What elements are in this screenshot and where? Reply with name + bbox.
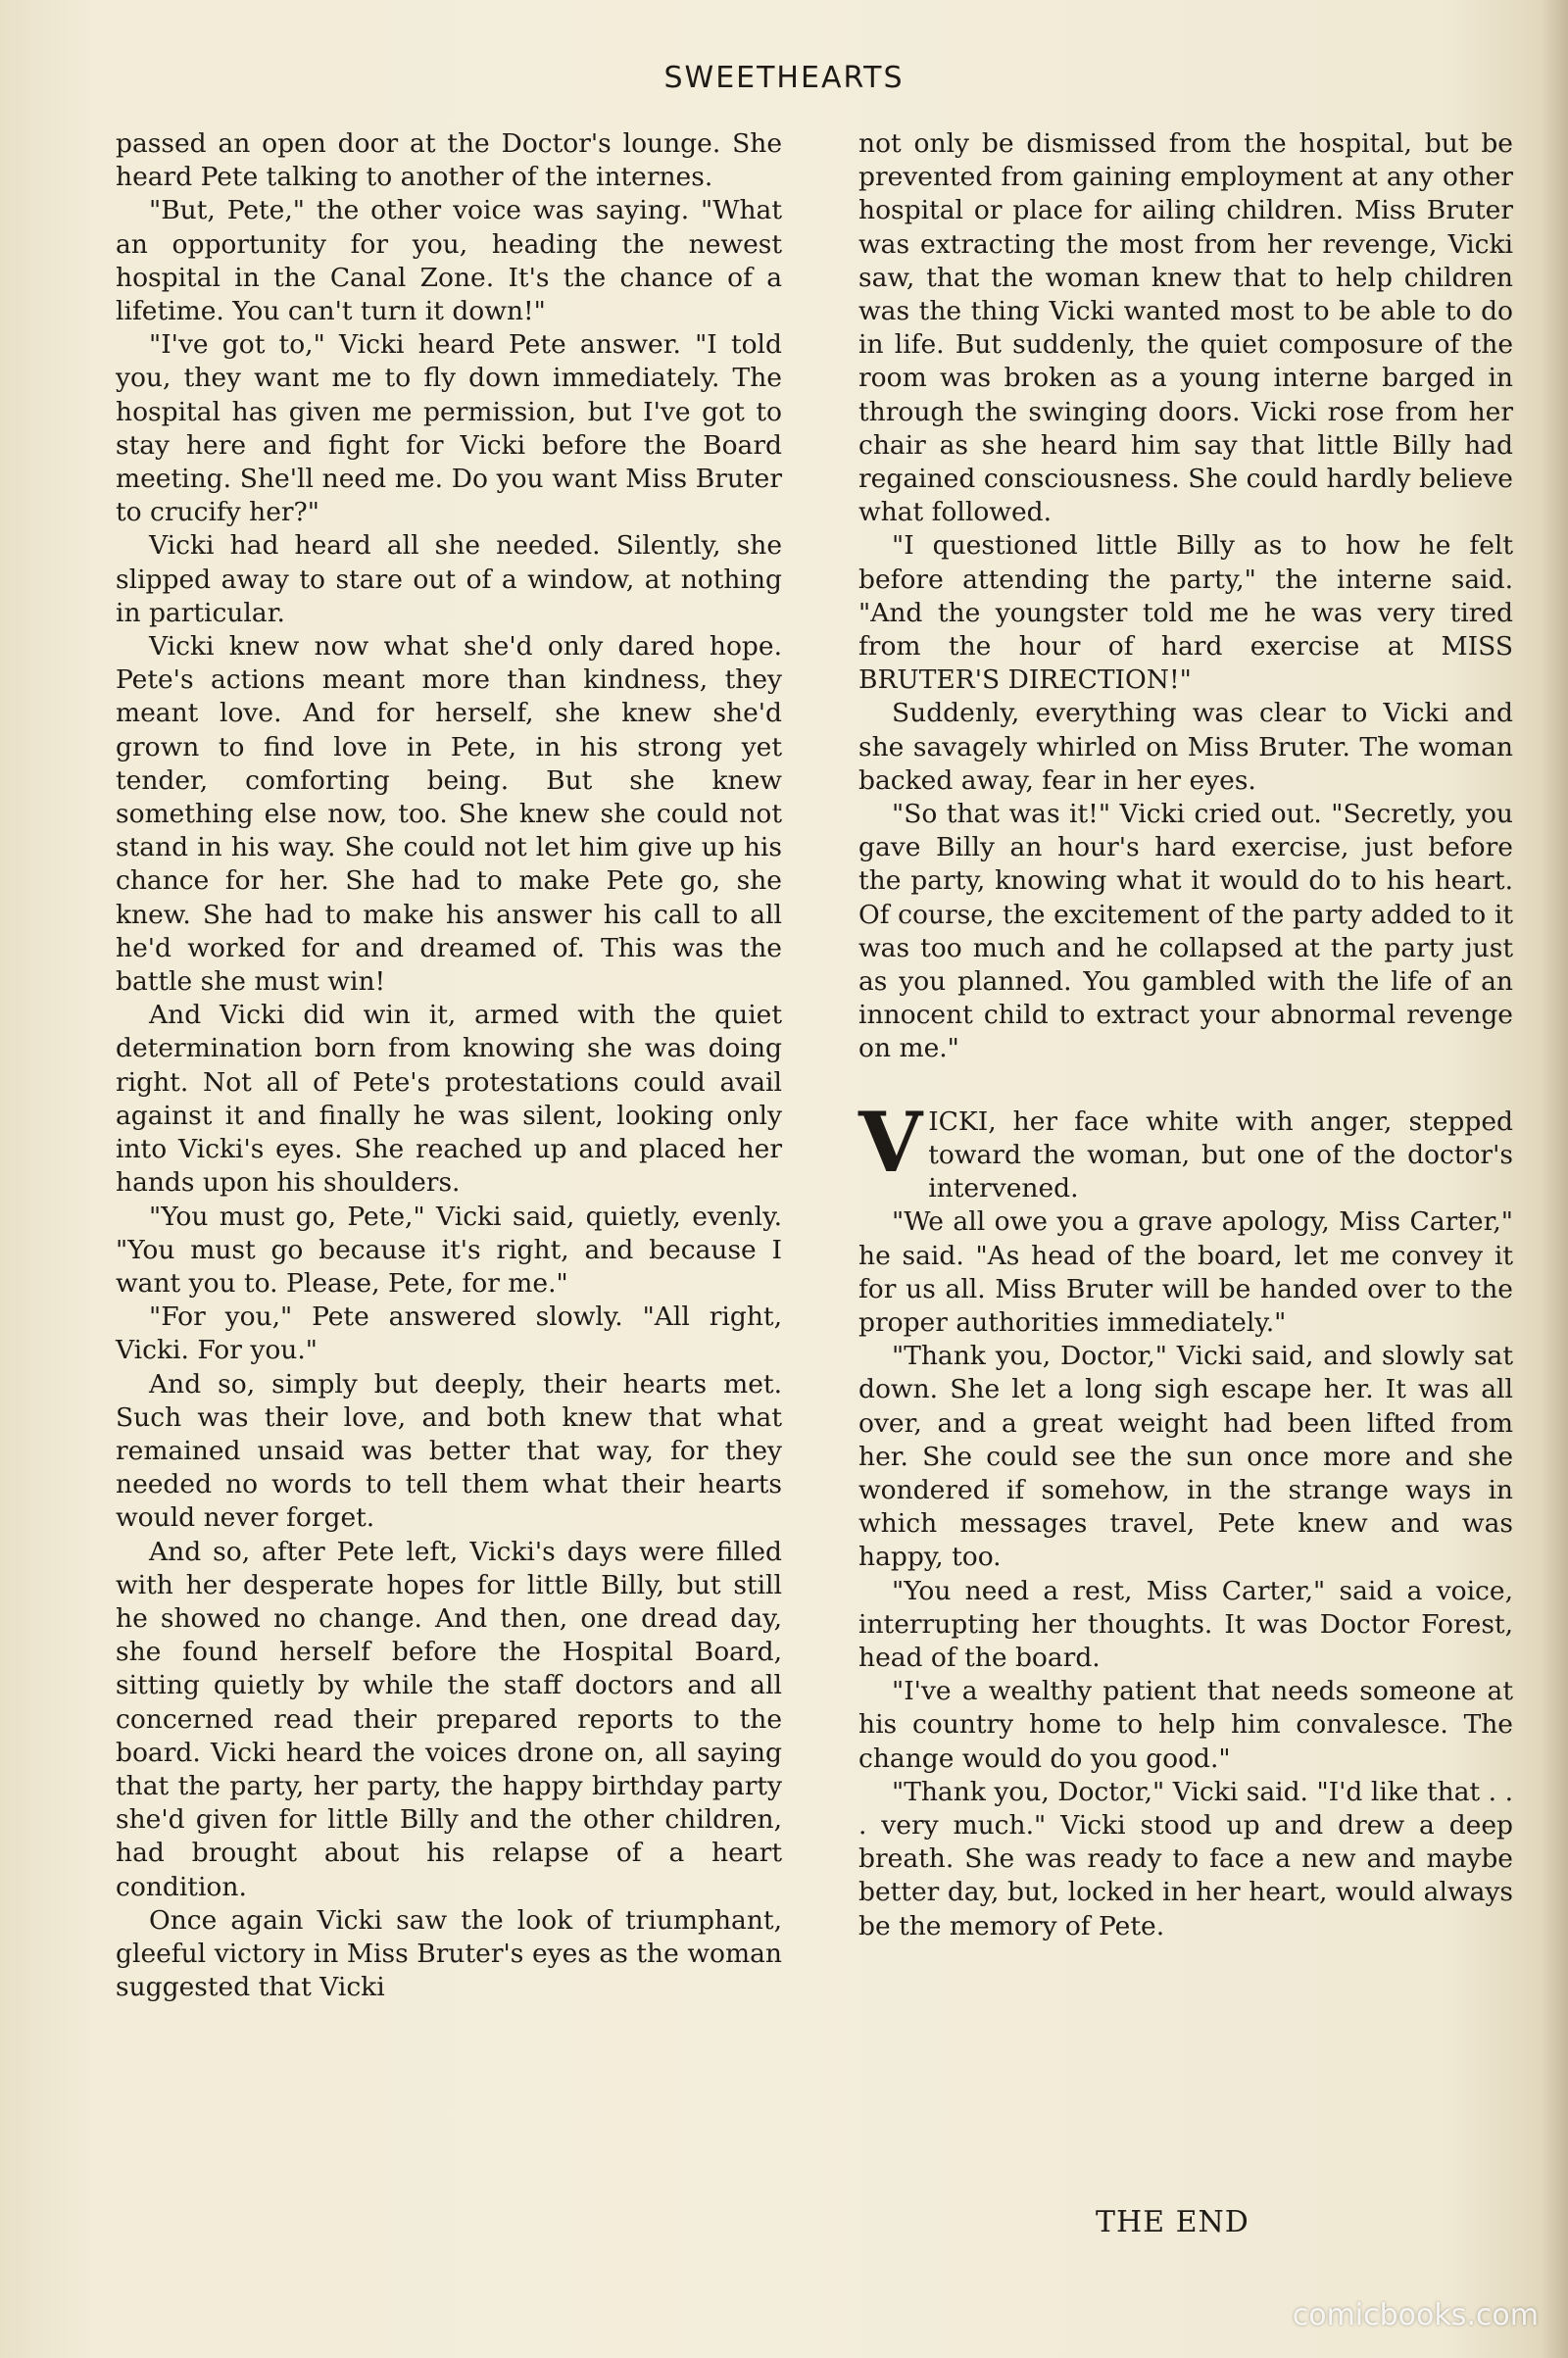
- paragraph: "You need a rest, Miss Carter," said a voice, interrupting her thoughts. It was Doctor Forest, head of the board.: [858, 1575, 1513, 1673]
- paragraph: "But, Pete," the other voice was saying. "What an opportunity for you, heading the newest hospital in the Canal Zone. It's the chance of a lifetime. You can't turn it down!": [116, 195, 782, 327]
- paragraph: Suddenly, everything was clear to Vicki and she savagely whirled on Miss Bruter. The woman backed away, fear in her eyes.: [858, 698, 1513, 796]
- paragraph: "I've got to," Vicki heard Pete answer. "I told you, they want me to fly down immediately. The hospital has given me permission, but I've got to stay here and fight for Vicki before the Board meeting. She'll need me. Do you want Miss Bruter to crucify her?": [116, 329, 782, 528]
- right-column: [858, 127, 1513, 1943]
- paragraph: "We all owe you a grave apology, Miss Carter," he said. "As head of the board, let me convey it for us all. Miss Bruter will be handed over to the proper authorities immediately.": [858, 1206, 1513, 1338]
- paragraph: "You must go, Pete," Vicki said, quietly, evenly. "You must go because it's right, and because I want you to. Please, Pete, for me.": [116, 1201, 782, 1299]
- dropcap-paragraph-text: ICKI, her face white with anger, stepped toward the woman, but one of the doctor's intervened.: [928, 1105, 1513, 1204]
- the-end-label: THE END: [1096, 2205, 1250, 2239]
- paragraph: "I questioned little Billy as to how he felt before attending the party," the interne said. "And the youngster told me he was very tired from the hour of hard exercise at MISS BRUTER'S DIRECTION!": [858, 530, 1513, 696]
- paragraph: passed an open door at the Doctor's lounge. She heard Pete talking to another of the internes.: [116, 128, 782, 193]
- running-head: SWEETHEARTS: [663, 61, 905, 95]
- paragraph: "For you," Pete answered slowly. "All right, Vicki. For you.": [116, 1302, 782, 1366]
- watermark: comicbooks.com: [1292, 2298, 1539, 2333]
- paragraph: "I've a wealthy patient that needs someone at his country home to help him convalesce. The change would do you good.": [858, 1676, 1513, 1774]
- page-spine-shadow: [1541, 0, 1568, 2358]
- paragraph: "Thank you, Doctor," Vicki said, and slowly sat down. She let a long sigh escape her. It was all over, and a great weight had been lifted from her. She could see the sun once more and she wondered if somehow, in the strange ways in which messages travel, Pete knew and was happy, too.: [858, 1341, 1513, 1573]
- drop-cap: V: [858, 1093, 923, 1191]
- dropcap-paragraph: [858, 1093, 1513, 1206]
- paragraph: And Vicki did win it, armed with the quiet determination born from knowing she was doing right. Not all of Pete's protestations could avail against it and finally he was silent, looking only into Vicki's eyes. She reached up and placed her hands upon his shoulders.: [116, 1000, 782, 1199]
- paragraph: Vicki knew now what she'd only dared hope. Pete's actions meant more than kindness, they meant love. And for herself, she knew she'd grown to find love in Pete, in his strong yet tender, comforting being. But she knew something else now, too. She knew she could not stand in his way. She could not let him give up his chance for her. She had to make Pete go, she knew. She had to make his answer his call to all he'd worked for and dreamed of. This was the battle she must win!: [116, 631, 782, 998]
- paragraph: not only be dismissed from the hospital, but be prevented from gaining employment at any other hospital or place for ailing children. Miss Bruter was extracting the most from her revenge, Vicki saw, that the woman knew that to help children was the thing Vicki wanted most to be able to do in life. But suddenly, the quiet composure of the room was broken as a young interne barged in through the swinging doors. Vicki rose from her chair as she heard him say that little Billy had regained consciousness. She could hardly believe what followed.: [858, 128, 1513, 528]
- left-column: [116, 127, 782, 2004]
- paragraph: And so, after Pete left, Vicki's days were filled with her desperate hopes for little Billy, but still he showed no change. And then, one dread day, she found herself before the Hospital Board, sitting quietly by while the staff doctors and all concerned read their prepared reports to the board. Vicki heard the voices drone on, all saying that the party, her party, the happy birthday party she'd given for little Billy and the other children, had brought about his relapse of a heart condition.: [116, 1536, 782, 1902]
- paragraph: "So that was it!" Vicki cried out. "Secretly, you gave Billy an hour's hard exercise, just before the party, knowing what it would do to his heart. Of course, the excitement of the party added to it was too much and he collapsed at the party just as you planned. You gambled with the life of an innocent child to extract your abnormal revenge on me.": [858, 799, 1513, 1064]
- paragraph: Once again Vicki saw the look of triumphant, gleeful victory in Miss Bruter's eyes as the woman suggested that Vicki: [116, 1904, 782, 2003]
- paragraph: And so, simply but deeply, their hearts met. Such was their love, and both knew that what remained unsaid was better that way, for they needed no words to tell them what their hearts would never forget.: [116, 1368, 782, 1534]
- paragraph: "Thank you, Doctor," Vicki said. "I'd like that . . . very much." Vicki stood up and drew a deep breath. She was ready to face a new and maybe better day, but, locked in her heart, would always be the memory of Pete.: [858, 1776, 1513, 1941]
- paragraph: Vicki had heard all she needed. Silently, she slipped away to stare out of a window, at nothing in particular.: [116, 530, 782, 628]
